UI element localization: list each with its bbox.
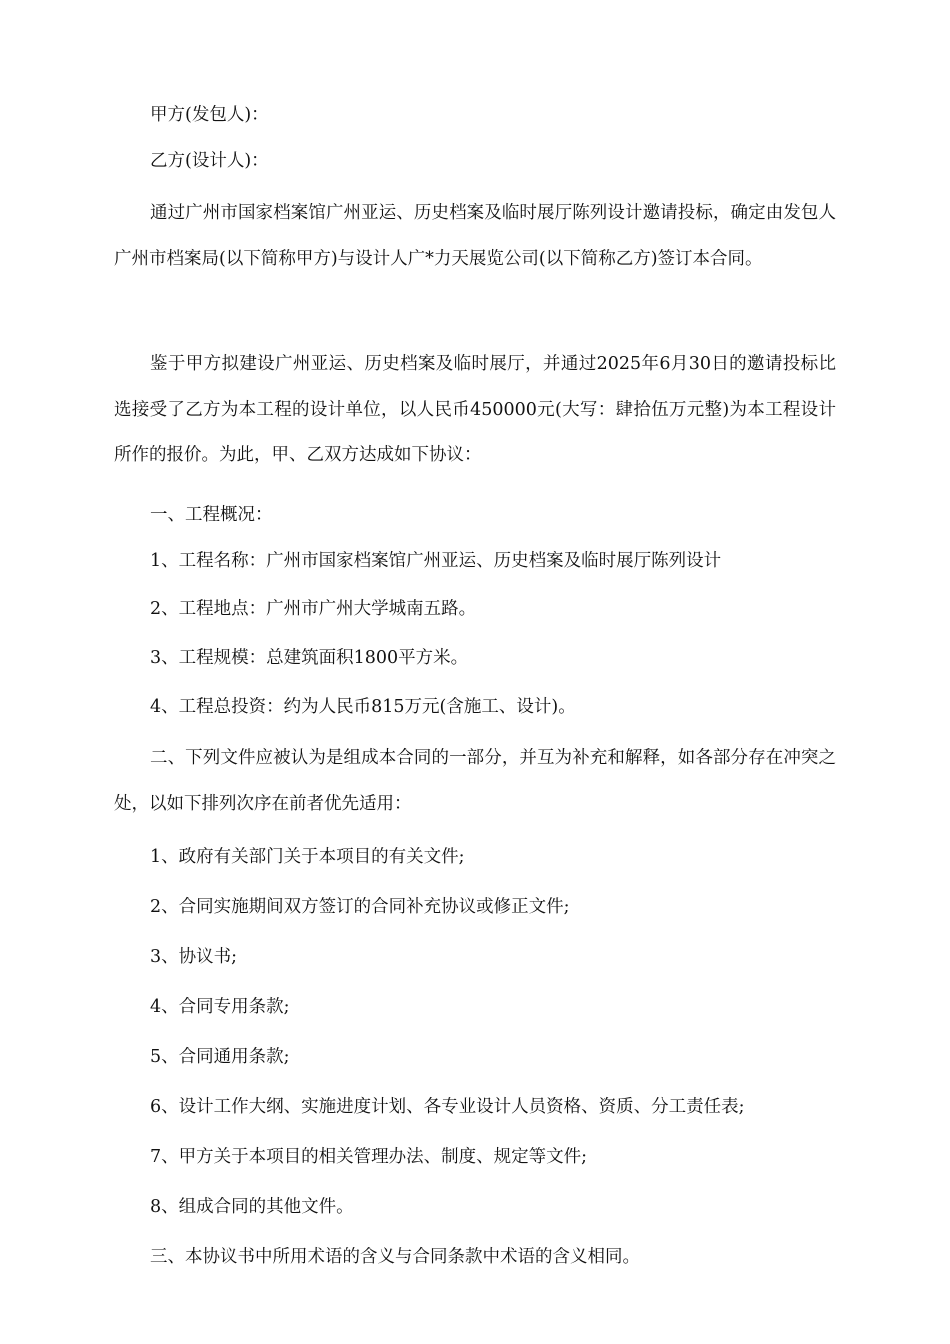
section-2-item-4: 4、合同专用条款; (150, 997, 290, 1017)
section-2-item-6: 6、设计工作大纲、实施进度计划、各专业设计人员资格、资质、分工责任表; (150, 1097, 745, 1117)
section-1-item-4: 4、工程总投资：约为人民币815万元(含施工、设计)。 (150, 697, 576, 717)
section-2-item-8: 8、组成合同的其他文件。 (150, 1197, 354, 1217)
party-a-line: 甲方(发包人)： (150, 105, 269, 125)
section-1-item-2: 2、工程地点：广州市广州大学城南五路。 (150, 599, 477, 619)
section-2-item-3: 3、协议书; (150, 947, 238, 967)
section-2-item-7: 7、甲方关于本项目的相关管理办法、制度、规定等文件; (150, 1147, 588, 1167)
party-b-line: 乙方(设计人)： (150, 151, 269, 171)
whereas-paragraph: 鉴于甲方拟建设广州亚运、历史档案及临时展厅，并通过2025年6月30日的邀请投标比选接受了乙方为本工程的设计单位，以人民币450000元(大写：肆拾伍万元整)为本工程设计所作的报价。为此，甲、乙双方达成如下协议： (114, 354, 836, 465)
section-2-paragraph: 二、下列文件应被认为是组成本合同的一部分，并互为补充和解释，如各部分存在冲突之处，以如下排列次序在前者优先适用： (114, 748, 836, 814)
section-1-heading: 一、工程概况： (150, 505, 273, 525)
intro-paragraph: 通过广州市国家档案馆广州亚运、历史档案及临时展厅陈列设计邀请投标，确定由发包人广州市档案局(以下简称甲方)与设计人广*力天展览公司(以下简称乙方)签订本合同。 (114, 203, 836, 269)
section-1-item-3: 3、工程规模：总建筑面积1800平方米。 (150, 648, 469, 668)
section-1-item-1: 1、工程名称：广州市国家档案馆广州亚运、历史档案及临时展厅陈列设计 (150, 551, 722, 571)
section-2-item-5: 5、合同通用条款; (150, 1047, 290, 1067)
section-2-item-1: 1、政府有关部门关于本项目的有关文件; (150, 847, 465, 867)
section-2-item-2: 2、合同实施期间双方签订的合同补充协议或修正文件; (150, 897, 570, 917)
section-3-paragraph: 三、本协议书中所用术语的含义与合同条款中术语的含义相同。 (150, 1247, 640, 1267)
